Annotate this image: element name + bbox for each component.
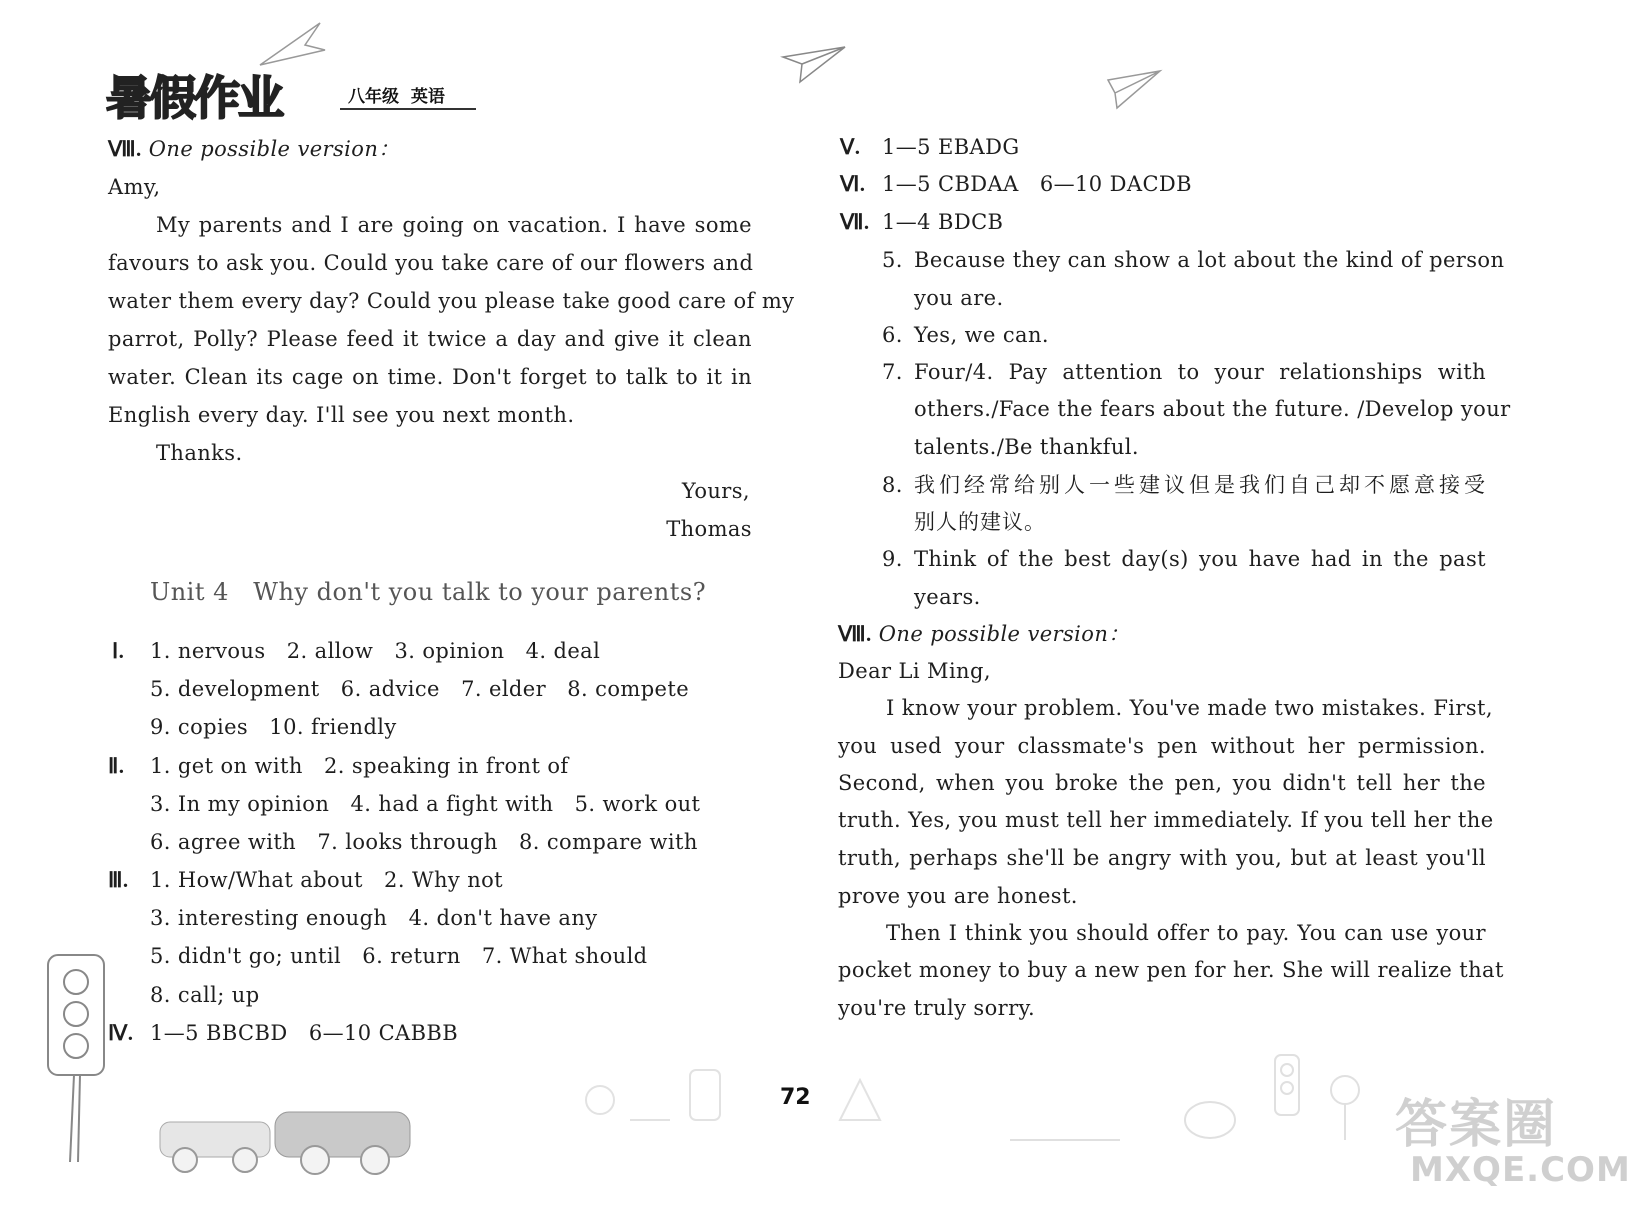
answer-line: 6. agree with 7. looks through 8. compare with	[150, 830, 698, 854]
letter-line: water. Clean its cage on time. Don't forget to talk to it in	[108, 365, 752, 389]
letter-line: favours to ask you. Could you take care of our flowers and	[108, 251, 754, 275]
letter-line: Second, when you broke the pen, you didn't tell her the	[838, 771, 1486, 795]
answer-line: Think of the best day(s) you have had in the past	[914, 547, 1486, 571]
section-label: Ⅷ.	[108, 137, 142, 161]
header	[100, 40, 500, 125]
answer-line: 1. How/What about 2. Why not	[150, 868, 504, 892]
section-8-heading-left	[108, 137, 400, 161]
answer-line: 1—5 BBCBD 6—10 CABBB	[150, 1021, 459, 1045]
section-3-label: Ⅲ.	[108, 868, 129, 892]
watermark-url: MXQE.COM	[1410, 1150, 1631, 1190]
answer-line: Yes, we can.	[914, 323, 1049, 347]
paper-plane-icon	[780, 42, 850, 87]
answer-line: others./Face the fears about the future. /Develop your	[914, 397, 1511, 421]
answer-line: 1—5 CBDAA 6—10 DACDB	[882, 172, 1192, 196]
letter-line: My parents and I are going on vacation. I have some	[156, 213, 752, 237]
letter-line: water them every day? Could you please take good care of my	[108, 289, 795, 313]
answer-line: years.	[914, 585, 981, 609]
section-7-label: Ⅶ.	[840, 210, 870, 234]
letter-line: Then I think you should offer to pay. You can use your	[886, 921, 1486, 945]
letter-line: pocket money to buy a new pen for her. She will realize that	[838, 958, 1504, 982]
answer-line: you are.	[914, 286, 1004, 310]
letter-line: you used your classmate's pen without her permission.	[838, 734, 1486, 758]
letter-line: truth. Yes, you must tell her immediately. If you tell her the	[838, 808, 1494, 832]
answer-line: talents./Be thankful.	[914, 435, 1139, 459]
question-number: 6.	[882, 323, 903, 347]
question-number: 9.	[882, 547, 903, 571]
answer-line: 5. didn't go; until 6. return 7. What should	[150, 944, 648, 968]
letter-greeting: Dear Li Ming,	[838, 659, 991, 683]
unit-title: Unit 4 Why don't you talk to your parents?	[150, 578, 707, 606]
header-underline	[340, 108, 476, 110]
question-number: 7.	[882, 360, 903, 384]
watermark-brand: 答案圈	[1395, 1095, 1558, 1155]
letter-line: you're truly sorry.	[838, 996, 1036, 1020]
section-label: Ⅷ.	[838, 622, 872, 646]
question-number: 5.	[882, 248, 903, 272]
answer-line: 1. get on with 2. speaking in front of	[150, 754, 569, 778]
letter-signature: Thomas	[666, 517, 752, 541]
footer-decoration-icon	[1000, 1050, 1380, 1170]
footer-decoration-icon	[540, 1050, 920, 1140]
letter-line: prove you are honest.	[838, 884, 1078, 908]
letter-thanks: Thanks.	[156, 441, 243, 465]
traffic-light-icon	[40, 950, 110, 1165]
answer-line: 1—5 EBADG	[882, 135, 1020, 159]
answer-line: 5. development 6. advice 7. elder 8. compete	[150, 677, 690, 701]
section-8-heading-right	[838, 622, 1130, 646]
letter-closing: Yours,	[681, 479, 750, 503]
page-number: 72	[780, 1085, 811, 1110]
letter-greeting: Amy,	[108, 175, 161, 199]
header-title: 暑假作业	[106, 71, 282, 125]
answer-line: 1—4 BDCB	[882, 210, 1004, 234]
letter-line: truth, perhaps she'll be angry with you, but at least you'll	[838, 846, 1486, 870]
answer-line: 我们经常给别人一些建议但是我们自己却不愿意接受	[914, 473, 1486, 497]
answer-line: 别人的建议。	[914, 510, 1046, 534]
section-1-label: Ⅰ.	[112, 639, 125, 663]
answer-line: 8. call; up	[150, 983, 260, 1007]
paper-plane-icon	[1105, 68, 1165, 113]
section-title: One possible version：	[148, 137, 400, 161]
question-number: 8.	[882, 473, 903, 497]
section-5-label: Ⅴ.	[840, 135, 861, 159]
toy-cars-icon	[150, 1100, 425, 1178]
answer-line: Four/4. Pay attention to your relationships with	[914, 360, 1486, 384]
section-2-label: Ⅱ.	[108, 754, 125, 778]
letter-line: English every day. I'll see you next month.	[108, 403, 575, 427]
section-4-label: Ⅳ.	[108, 1021, 134, 1045]
letter-line: I know your problem. You've made two mistakes. First,	[886, 696, 1493, 720]
section-6-label: Ⅵ.	[840, 172, 866, 196]
answer-line: 3. interesting enough 4. don't have any	[150, 906, 598, 930]
answer-line: Because they can show a lot about the kind of person	[914, 248, 1505, 272]
section-title: One possible version：	[878, 622, 1130, 646]
answer-line: 1. nervous 2. allow 3. opinion 4. deal	[150, 639, 601, 663]
header-subtitle: 八年级 英语	[348, 87, 445, 107]
letter-line: parrot, Polly? Please feed it twice a day and give it clean	[108, 327, 752, 351]
answer-line: 3. In my opinion 4. had a fight with 5. work out	[150, 792, 701, 816]
answer-line: 9. copies 10. friendly	[150, 715, 397, 739]
